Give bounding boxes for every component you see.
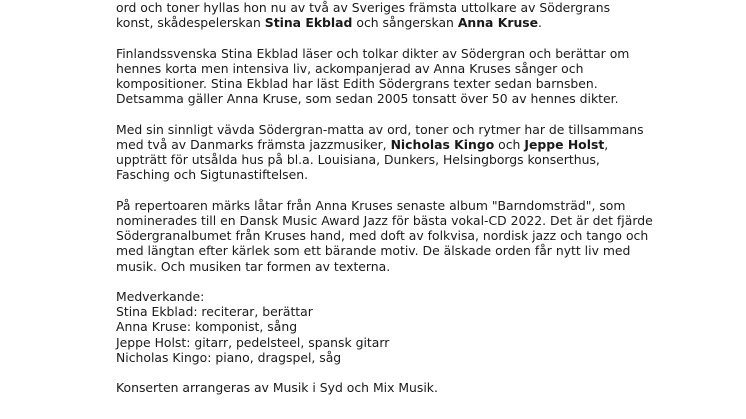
intro-line-3-post: .: [538, 15, 542, 31]
tour-paragraph: [116, 122, 656, 183]
performer-name-stina: Stina Ekblad: [264, 15, 353, 31]
bio-paragraph: Finlandssvenska Stina Ekblad läser och tolkar dikter av Södergran och berättar om hennes korta men intensiva liv, ackompanjerad av Anna Kruses sånger och kompositioner. Stina Ekblad har läst Edith Södergrans texter sedan barnsben. Detsamma gäller Anna Kruse, som sedan 2005 tonsatt över 50 av hennes dikter.: [116, 45, 630, 107]
credit-item: Anna Kruse: komponist, sång: [116, 319, 298, 335]
document-body: [116, 0, 656, 411]
credit-item: Jeppe Holst: gitarr, pedelsteel, spansk gitarr: [116, 334, 390, 350]
intro-paragraph: [116, 0, 656, 31]
organizer-paragraph: Konserten arrangeras av Musik i Syd och Mix Musik.: [116, 380, 438, 396]
tour-text-mid: och: [494, 137, 525, 152]
performer-name-anna: Anna Kruse: [457, 15, 539, 31]
credits-heading: Medverkande:: [116, 289, 205, 304]
musician-name-jeppe: Jeppe Holst: [524, 137, 605, 152]
tour-text-post: , uppträtt för utsålda hus på bl.a. Louisiana, Dunkers, Helsingborgs konserthus, Fasching och Sigtunastiftelsen.: [116, 137, 609, 183]
musician-name-nicholas: Nicholas Kingo: [390, 137, 495, 152]
intro-line-2: ord och toner hyllas hon nu av två av Sveriges främsta uttolkare av Södergrans: [116, 0, 611, 16]
intro-line-3-mid: och sångerskan: [352, 15, 458, 31]
credit-item: Stina Ekblad: reciterar, berättar: [116, 304, 313, 320]
credits-list: [116, 289, 656, 365]
credit-item: Nicholas Kingo: piano, dragspel, såg: [116, 349, 342, 365]
intro-line-3-pre: konst, skådespelerskan: [116, 15, 265, 31]
repertoire-paragraph: På repertoaren märks låtar från Anna Kruses senaste album "Barndomsträd", som nominerades till en Dansk Music Award Jazz för bästa vokal-CD 2022. Det är det fjärde Södergranalbumet från Kruses hand, med doft av folkvisa, nordisk jazz och tango och med längtan efter kärlek som ett bärande motiv. De älskade orden får nytt liv med musik. Och musiken tar formen av texterna.: [116, 197, 653, 274]
tour-text-pre: Med sin sinnligt vävda Södergran-matta av ord, toner och rytmer har de tillsammans med två av Danmarks främsta jazzmusiker,: [116, 121, 644, 152]
